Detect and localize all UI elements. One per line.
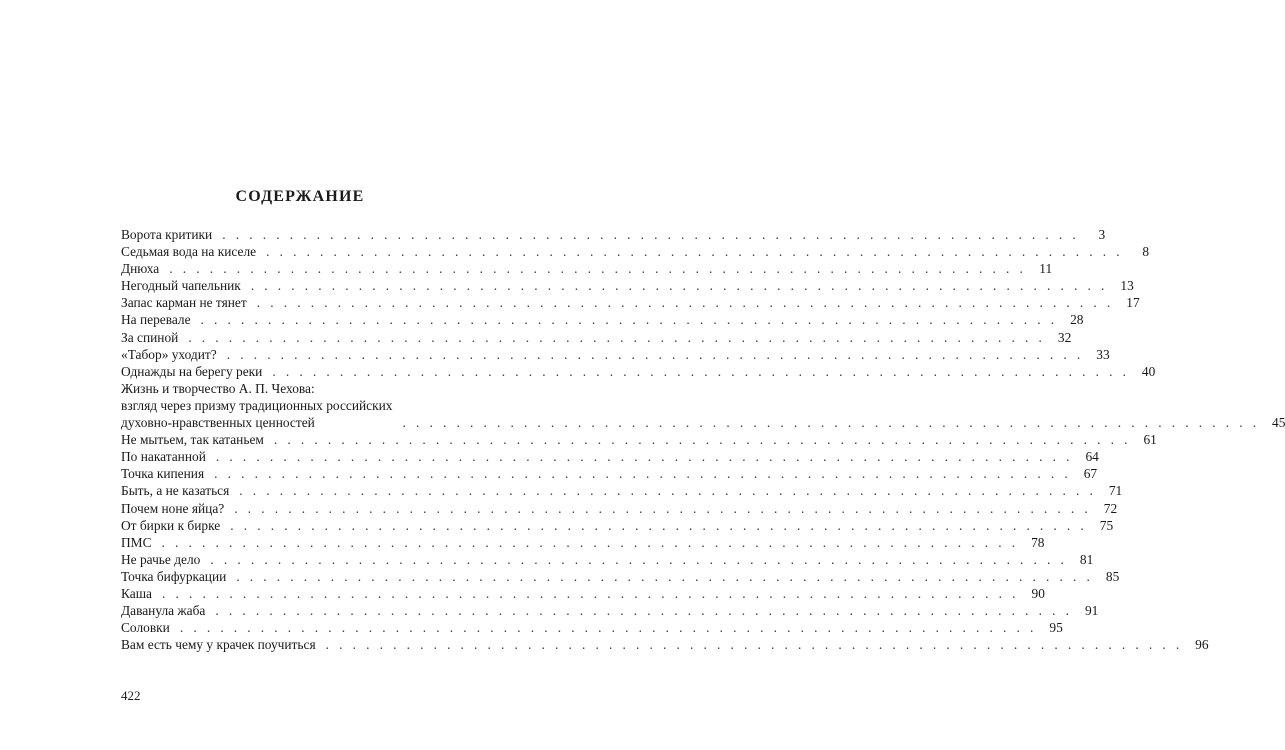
dot-leader [162, 534, 1019, 551]
toc-entry-title-line: За спиной [121, 329, 179, 345]
toc-entry-title-line: Почем ноне яйца? [121, 500, 225, 516]
toc-entry-page-number: 95 [1049, 620, 1063, 636]
toc-entry-page-number: 45 [1272, 415, 1285, 431]
toc-entry [121, 602, 1099, 619]
dot-leader [214, 465, 1071, 482]
toc-entry-title-line: Негодный чапельник [121, 278, 241, 294]
toc-entry-title [121, 294, 247, 311]
toc-entry-title [121, 517, 220, 534]
toc-entry-title-line: Жизнь и творчество А. П. Чехова: [121, 380, 315, 396]
toc-entry-page-number: 3 [1098, 227, 1106, 242]
toc-entry [121, 260, 1053, 277]
toc-entry-page-number: 96 [1195, 637, 1209, 653]
toc-entry [121, 619, 1063, 636]
toc-entry-title [121, 448, 206, 465]
page-title: СОДЕРЖАНИЕ [235, 188, 365, 205]
dot-leader [222, 226, 1079, 243]
toc-entry [121, 380, 1285, 431]
toc-entry-title [121, 277, 241, 294]
toc-entry-title [121, 431, 264, 448]
toc-entry-page-number: 81 [1079, 551, 1094, 567]
dot-leader [257, 294, 1114, 311]
toc-entry-title [121, 534, 152, 551]
dot-leader [234, 500, 1091, 517]
toc-entry-title [121, 482, 229, 499]
toc-entry-page-number: 8 [1142, 244, 1150, 260]
dot-leader [272, 363, 1129, 380]
toc-entry-title-line: Седьмая вода на киселе [121, 244, 257, 260]
toc-entry-title [121, 636, 316, 653]
toc-entry-title-line: Днюха [121, 261, 160, 277]
dot-leader [266, 243, 1123, 260]
dot-leader [236, 568, 1093, 585]
toc-entry [121, 534, 1045, 551]
toc-entry-page-number: 72 [1103, 500, 1118, 516]
toc-entry-page-number: 67 [1083, 466, 1098, 482]
toc-entry-title [121, 260, 159, 277]
dot-leader [180, 619, 1037, 636]
toc-entry [121, 500, 1118, 517]
toc-entry-page-number: 33 [1096, 346, 1110, 362]
toc-entry-title [121, 243, 256, 260]
toc-entry-title-line: Каша [121, 585, 152, 601]
dot-leader [169, 260, 1026, 277]
toc-entry-page-number: 17 [1126, 295, 1140, 311]
toc-entry-title-line: Не мытьем, так катаньем [121, 432, 264, 448]
dot-leader [227, 346, 1084, 363]
toc-entry-page-number: 13 [1120, 278, 1134, 294]
dot-leader [216, 448, 1073, 465]
toc-entry-title-line: Соловки [121, 620, 170, 636]
toc-entry-title-line: «Табор» уходит? [121, 346, 217, 362]
toc-entry-title [121, 500, 224, 517]
toc-entry [121, 448, 1099, 465]
toc-entry [121, 517, 1114, 534]
dot-leader [162, 585, 1019, 602]
toc-entry-title-line: На перевале [121, 312, 191, 328]
toc-entry-title [121, 568, 226, 585]
page-number: 422 [121, 688, 141, 703]
toc-entry [121, 568, 1120, 585]
toc-entry-title-line: Точка бифуркации [121, 568, 227, 584]
toc-entry-title [121, 551, 200, 568]
toc-entry-title [121, 346, 217, 363]
toc-entry-title-line: Быть, а не казаться [121, 483, 230, 499]
dot-leader [251, 277, 1108, 294]
toc-entry-page-number: 32 [1057, 329, 1072, 345]
toc-entry-page-number: 11 [1039, 261, 1053, 277]
toc-entry-title-line: От бирки к бирке [121, 517, 221, 533]
toc-entry-title [121, 363, 262, 380]
dot-leader [402, 414, 1259, 431]
toc-entry-title-line: Однажды на берегу реки [121, 363, 263, 379]
toc-entry [121, 243, 1150, 260]
toc-entry [121, 636, 1209, 653]
table-of-contents [121, 226, 1285, 653]
toc-entry-title-line: взгляд через призму традиционных российских [121, 397, 393, 413]
dot-leader [188, 329, 1045, 346]
toc-entry [121, 585, 1045, 602]
toc-entry-title-line: Не рачье дело [121, 551, 201, 567]
toc-entry-title-line: По накатанной [121, 449, 206, 465]
toc-entry [121, 277, 1134, 294]
dot-leader [215, 602, 1072, 619]
toc-entry-title [121, 329, 178, 346]
toc-entry-title-line: ПМС [121, 534, 152, 550]
toc-entry [121, 363, 1156, 380]
toc-entry-page-number: 90 [1031, 585, 1045, 601]
toc-entry-page-number: 40 [1141, 363, 1156, 379]
toc-entry [121, 329, 1072, 346]
toc-entry [121, 431, 1157, 448]
dot-leader [210, 551, 1067, 568]
toc-entry-title [121, 380, 392, 431]
toc-entry-page-number: 71 [1108, 483, 1123, 499]
toc-entry [121, 294, 1140, 311]
toc-entry-page-number: 78 [1031, 534, 1045, 550]
dot-leader [326, 636, 1183, 653]
dot-leader [239, 482, 1096, 499]
toc-entry-title-line: Запас карман не тянет [121, 295, 247, 311]
toc-entry-title [121, 619, 170, 636]
toc-entry-title-line: Даванула жаба [121, 603, 206, 619]
toc-entry [121, 465, 1098, 482]
toc-entry [121, 346, 1110, 363]
toc-entry-page-number: 91 [1084, 603, 1099, 619]
toc-entry-title [121, 585, 152, 602]
dot-leader [201, 311, 1058, 328]
toc-entry-title-line: духовно-нравственных ценностей [121, 415, 315, 431]
toc-entry-title-line: Вам есть чему у крачек поучиться [121, 637, 316, 653]
dot-leader [274, 431, 1131, 448]
toc-entry [121, 311, 1084, 328]
toc-entry [121, 551, 1094, 568]
toc-entry-page-number: 28 [1070, 312, 1084, 328]
toc-entry-title [121, 602, 205, 619]
toc-entry-page-number: 85 [1105, 568, 1120, 584]
toc-entry-title [121, 226, 212, 243]
toc-entry [121, 226, 1106, 243]
dot-leader [230, 517, 1087, 534]
toc-entry-page-number: 64 [1085, 449, 1099, 465]
toc-entry-page-number: 61 [1143, 432, 1157, 448]
toc-entry [121, 482, 1123, 499]
toc-entry-title [121, 311, 191, 328]
toc-entry-page-number: 75 [1099, 517, 1114, 533]
toc-entry-title-line: Ворота критики [121, 227, 213, 242]
toc-entry-title-line: Точка кипения [121, 466, 205, 482]
toc-entry-title [121, 465, 204, 482]
